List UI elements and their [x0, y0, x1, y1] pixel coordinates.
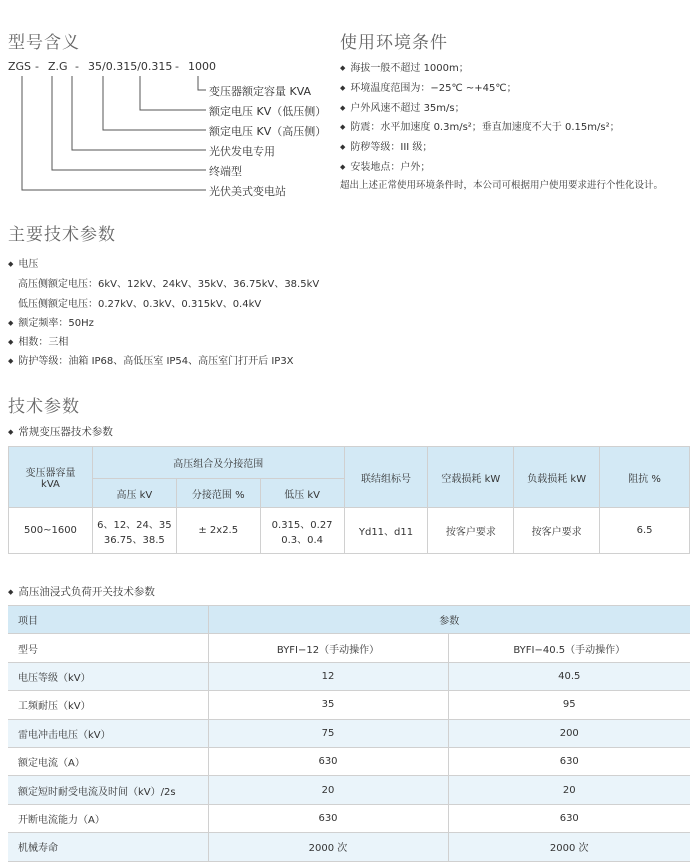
- row-value-12kv: 630: [208, 804, 448, 832]
- th-param: 参数: [208, 606, 690, 634]
- row-value-40kv: 630: [448, 747, 690, 775]
- row-label: 电压等级（kV）: [8, 662, 208, 690]
- cell-lv-line2: 0.3、0.4: [281, 534, 324, 546]
- env-item: ◆ 防震：水平加速度 0.3m/s²；垂直加速度不大于 0.15m/s²；: [340, 118, 620, 133]
- model-explain-hv: 额定电压 KV（高压侧）: [209, 125, 327, 138]
- th-noload-loss: 空载损耗 kW: [428, 447, 514, 508]
- table-row: [8, 804, 690, 832]
- table-row: [8, 662, 690, 690]
- row-label: 型号: [8, 634, 208, 662]
- th-item: 项目: [8, 606, 208, 634]
- env-note: 超出上述正常使用环境条件时，本公司可根据用户使用要求进行个性化设计。: [340, 180, 664, 191]
- row-label: 工频耐压（kV）: [8, 691, 208, 719]
- table-row: [8, 634, 690, 662]
- model-explain-substation: 光伏美式变电站: [209, 185, 286, 198]
- section-title-main-params: 主要技术参数: [8, 225, 116, 245]
- table-row: [8, 776, 690, 804]
- transformer-params-table: [8, 446, 690, 554]
- model-part-dash: -: [175, 60, 179, 73]
- model-explain-lv: 额定电压 KV（低压侧）: [209, 105, 327, 118]
- row-label: 雷电冲击电压（kV）: [8, 719, 208, 747]
- row-label: 机械寿命: [8, 833, 208, 861]
- main-voltage-title: ◆ 电压: [8, 255, 38, 270]
- row-value-12kv: BYFI−12（手动操作）: [208, 634, 448, 662]
- row-value-40kv: 95: [448, 691, 690, 719]
- row-label: 额定短时耐受电流及时间（kV）/2s: [8, 776, 208, 804]
- model-explain-capacity: 变压器额定容量 KVA: [209, 85, 312, 98]
- model-part-series: ZGS: [8, 60, 32, 73]
- row-value-40kv: 200: [448, 719, 690, 747]
- model-explain-pv: 光伏发电专用: [209, 145, 275, 158]
- model-part-voltage: 35/0.315/0.315: [88, 60, 173, 73]
- row-value-12kv: 75: [208, 719, 448, 747]
- table-row: [8, 719, 690, 747]
- cell-hv: [92, 508, 176, 554]
- main-frequency: ◆ 额定频率：50Hz: [8, 314, 94, 329]
- switch-params-table: [8, 605, 690, 862]
- th-capacity-line1: 变压器容量: [25, 468, 76, 479]
- cell-hv-line1: 6、12、24、35: [97, 519, 172, 531]
- row-value-12kv: 35: [208, 691, 448, 719]
- table2-caption: ◆ 高压油浸式负荷开关技术参数: [8, 584, 155, 599]
- row-value-40kv: 20: [448, 776, 690, 804]
- section-title-model: 型号含义: [8, 33, 80, 53]
- th-vector-group: 联结组标号: [344, 447, 428, 508]
- cell-lv-line1: 0.315、0.27: [271, 519, 333, 531]
- cell-vector: Yd11、d11: [344, 508, 428, 554]
- row-value-12kv: 630: [208, 747, 448, 775]
- env-item: ◆ 防秽等级：III 级；: [340, 138, 432, 153]
- cell-load: 按客户要求: [514, 508, 600, 554]
- env-item: ◆ 环境温度范围为：−25℃ ~+45℃；: [340, 79, 517, 94]
- section-title-tech-params: 技术参数: [8, 397, 80, 417]
- row-value-40kv: 40.5: [448, 662, 690, 690]
- main-protection: ◆ 防护等级：油箱 IP68、高低压室 IP54、高压室门打开后 IP3X: [8, 352, 294, 367]
- model-part-dash: -: [35, 60, 39, 73]
- cell-tap: ± 2x2.5: [176, 508, 260, 554]
- th-lv: 低压 kV: [260, 479, 344, 508]
- row-value-12kv: 2000 次: [208, 833, 448, 861]
- th-capacity: [9, 447, 93, 508]
- model-part-type: Z.G: [48, 60, 68, 73]
- cell-lv: [260, 508, 344, 554]
- row-value-40kv: 630: [448, 804, 690, 832]
- env-item: ◆ 户外风速不超过 35m/s；: [340, 99, 465, 114]
- cell-noload: 按客户要求: [428, 508, 514, 554]
- table-row: [8, 747, 690, 775]
- model-part-capacity: 1000: [188, 60, 216, 73]
- cell-hv-line2: 36.75、38.5: [103, 534, 165, 546]
- table-row: [9, 508, 690, 554]
- th-load-loss: 负载损耗 kW: [514, 447, 600, 508]
- row-label: 额定电流（A）: [8, 747, 208, 775]
- env-item: ◆ 安装地点：户外；: [340, 158, 430, 173]
- switch-params-body: [8, 634, 690, 861]
- table-row: [8, 691, 690, 719]
- th-hv-group: 高压组合及分接范围: [92, 447, 344, 479]
- table-row: [8, 833, 690, 861]
- cell-capacity: 500~1600: [9, 508, 93, 554]
- th-capacity-line2: kVA: [41, 479, 60, 490]
- th-impedance: 阻抗 %: [600, 447, 690, 508]
- row-label: 开断电流能力（A）: [8, 804, 208, 832]
- th-hv: 高压 kV: [92, 479, 176, 508]
- env-item: ◆ 海拔一般不超过 1000m；: [340, 59, 469, 74]
- main-lv-voltage: 低压侧额定电压：0.27kV、0.3kV、0.315kV、0.4kV: [18, 299, 262, 310]
- model-explain-terminal: 终端型: [209, 165, 242, 178]
- row-value-40kv: BYFI−40.5（手动操作）: [448, 634, 690, 662]
- row-value-40kv: 2000 次: [448, 833, 690, 861]
- main-hv-voltage: 高压侧额定电压：6kV、12kV、24kV、35kV、36.75kV、38.5kV: [18, 279, 320, 290]
- main-phase: ◆ 相数：三相: [8, 333, 68, 348]
- table1-caption: ◆ 常规变压器技术参数: [8, 424, 113, 439]
- row-value-12kv: 20: [208, 776, 448, 804]
- section-title-environment: 使用环境条件: [340, 33, 448, 53]
- row-value-12kv: 12: [208, 662, 448, 690]
- th-tap: 分接范围 %: [176, 479, 260, 508]
- table-header-row: [8, 606, 690, 634]
- model-part-dash: -: [75, 60, 79, 73]
- cell-impedance: 6.5: [600, 508, 690, 554]
